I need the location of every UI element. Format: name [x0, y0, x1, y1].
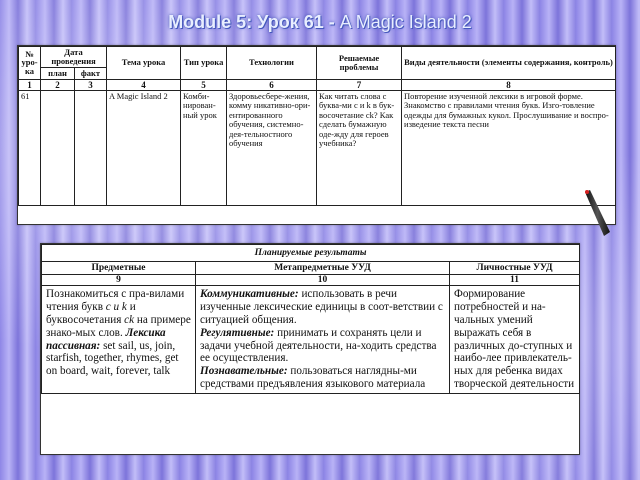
subject-text: и буквосочетания [46, 300, 136, 326]
column-number: 3 [75, 79, 107, 90]
cell-personal-results: Формирование потребностей и на-чальных умений выражать себя в различных до-ступных и наибо-лее привлекатель-ных для ребенка видах творческой деятельности [450, 286, 580, 394]
subject-ck: ck [124, 313, 135, 326]
cell-activities: Повторение изученной лексики в игровой форме. Знакомство с правилами чтения букв. Изго-товление одежды для бумажных кукол. Прослушивание и воспро-изведение текста песни [402, 90, 616, 205]
communicative-label: Коммуникативные: [200, 288, 299, 300]
communicative-text: использовать в речи изученные лексические единицы в соот-ветствии с ситуацией общения. [200, 288, 443, 326]
header-subject: Предметные [42, 262, 196, 275]
cell-type: Комби-нирован-ный урок [181, 90, 227, 205]
slide-title [0, 12, 640, 33]
cell-subject-results [42, 286, 196, 394]
cell-fact-date [75, 90, 107, 205]
column-number: 6 [227, 79, 317, 90]
subject-text: на примере знако-мых слов. [46, 313, 191, 339]
header-fact: факт [75, 67, 107, 79]
lesson-plan-table [17, 45, 616, 225]
header-topic: Тема урока [107, 47, 181, 80]
cell-topic: A Magic Island 2 [107, 90, 181, 205]
cognitive-text: пользоваться наглядны-ми средствами предъявления языкового материала [200, 365, 426, 391]
header-meta: Метапредметные УУД [196, 262, 450, 275]
cell-plan-date [41, 90, 75, 205]
header-problems: Решаемые проблемы [317, 47, 402, 80]
laser-pointer-icon [583, 190, 611, 238]
cell-technologies: Здоровьесбере-жения, комму никативно-ори-ентированного обучения, системно-дея-тельностного обучения [227, 90, 317, 205]
slide-title-rest: A Magic Island 2 [339, 12, 472, 32]
header-lesson-number: № уро-ка [19, 47, 41, 80]
column-number: 2 [41, 79, 75, 90]
regulative-label: Регулятивные: [200, 326, 275, 339]
subject-letters: c и k [105, 300, 127, 313]
column-number: 7 [317, 79, 402, 90]
regulative-text: принимать и сохранять цели и задачи учебной деятельности, на-ходить средства ее осуществления. [200, 326, 437, 365]
cell-meta-results [196, 286, 450, 394]
column-number: 8 [402, 79, 616, 90]
column-number: 11 [450, 275, 580, 286]
cell-problems: Как читать слова с буква-ми c и k в бук-восочетание ck? Как сделать бумажную оде-жду для героев учебника? [317, 90, 402, 205]
header-personal: Личностные УУД [450, 262, 580, 275]
passive-vocabulary-label: Лексика пассивная: [46, 326, 166, 352]
table-caption: Планируемые результаты [42, 245, 580, 262]
header-plan: план [41, 67, 75, 79]
slide-title-prefix: Module 5: Урок 61 - [168, 12, 340, 32]
cognitive-label: Познавательные: [200, 365, 288, 378]
passive-vocabulary-words: set sail, us, join, starfish, together, rhymes, get on board, wait, forever, talk [46, 339, 179, 378]
column-number: 10 [196, 275, 450, 286]
subject-text: Познакомиться с пра-вилами чтения букв [46, 288, 185, 313]
column-number: 9 [42, 275, 196, 286]
header-activities: Виды деятельности (элементы содержания, контроль) [402, 47, 616, 80]
cell-lesson-number: 61 [19, 90, 41, 205]
planned-results-table [40, 243, 580, 455]
header-date: Дата проведения [41, 47, 107, 68]
header-type: Тип урока [181, 47, 227, 80]
column-number: 1 [19, 79, 41, 90]
column-number: 5 [181, 79, 227, 90]
column-number: 4 [107, 79, 181, 90]
header-technologies: Технологии [227, 47, 317, 80]
